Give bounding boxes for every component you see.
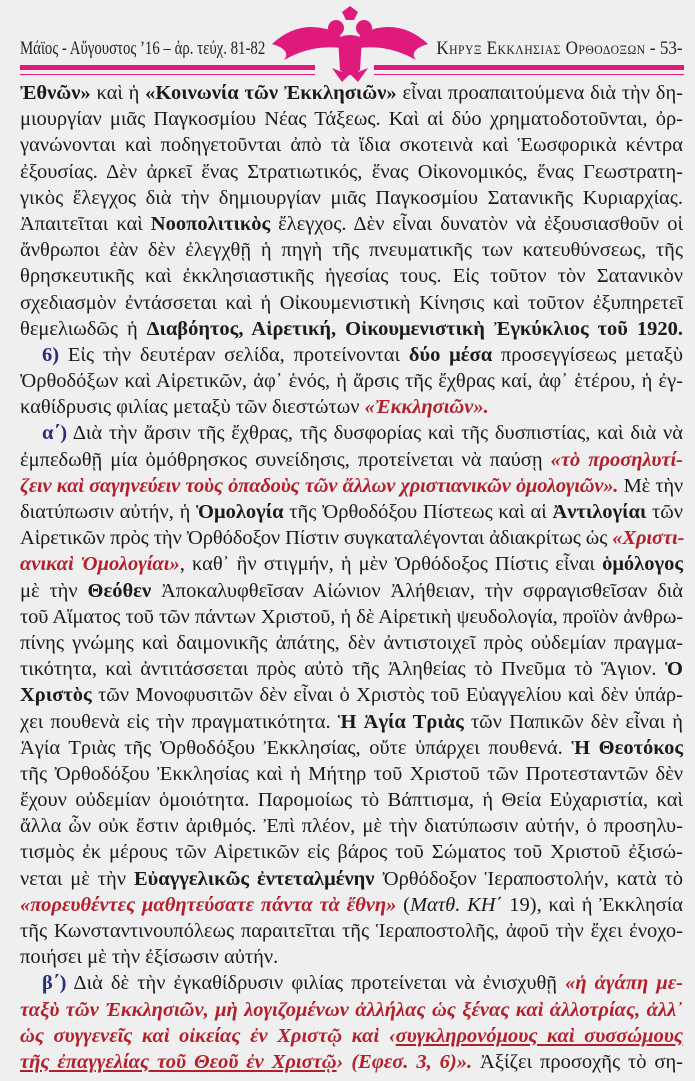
text-run: μιουργίαν μιᾶς Παγκοσμίου Νέας Τάξεως. Καὶ αἱ δύο χρηματοδοτοῦνται, ὀρ-	[20, 108, 683, 131]
text-line	[20, 473, 683, 499]
text-line	[20, 185, 683, 211]
bold-text: Ἐθνῶν»	[20, 82, 91, 104]
text-run: τικότητα, καὶ ἀντιτάσσεται πρὸς αὐτὸ τῆς Ἀληθείας τὸ Πνεῦμα τὸ Ἅγιον.	[20, 658, 666, 681]
text-run: σχεδιασμὸν ἐντάσσεται καὶ ἡ Οἰκουμενιστικὴ Κίνησις καὶ τοῦτον ἐξυπηρετεῖ	[20, 291, 683, 314]
underlined-quote-text: συγκληρονόμους καὶ συσσώμους	[395, 1024, 683, 1047]
text-run: τῶν Μονοφυσιτῶν δὲν εἶναι ὁ Χριστὸς τοῦ Εὐαγγελίου καὶ δὲν ὑπάρ-	[91, 684, 683, 707]
text-line	[20, 525, 683, 551]
section-marker: β΄)	[42, 972, 67, 995]
quoted-red-text: ὡς συγγενεῖς καὶ οἰκείας ἐν Χριστῷ καὶ ‹	[20, 1024, 396, 1047]
text-run: Ἀξίζει προσοχῆς τὸ ση-	[472, 1050, 683, 1073]
text-run: μὲ τὴν	[20, 579, 88, 602]
text-line	[20, 316, 683, 342]
text-run: Εἰς τὴν δευτέραν σελίδα, προτείνονται	[59, 343, 409, 366]
text-run: ἐμπεδωθῇ μία ὁμόθρησκος συνείδησις, προτείνεται νὰ παύσῃ	[20, 448, 551, 471]
text-line	[20, 211, 683, 237]
text-line	[20, 892, 683, 918]
quoted-red-text: › (Εφεσ. 3, 6)».	[336, 1050, 473, 1073]
text-line	[20, 866, 683, 892]
text-run: τῆς Ὀρθοδόξου Ἐκκλησίας καὶ ἡ Μήτηρ τοῦ Χριστοῦ τῶν Προτεσταντῶν δὲν	[20, 762, 683, 785]
quoted-red-text: «ἡ ἀγάπη με-	[565, 972, 683, 995]
text-run: διατύπωσιν αὐτήν, ἡ	[20, 501, 197, 523]
text-line	[20, 578, 683, 604]
text-run: καὶ ἡ	[90, 82, 146, 104]
text-run: Ἁγία Τριὰς τῆς Ὀρθοδόξου Ἐκκλησίας, οὔτε ὑπάρχει πουθενά.	[20, 736, 572, 759]
text-run: Ἀποκαλυφθεῖσαν Αἰώνιον Ἀλήθειαν, τὴν σφραγισθεῖσαν διὰ	[151, 579, 684, 602]
text-run: Ἀπαιτεῖται καὶ	[20, 212, 151, 235]
text-line	[20, 290, 683, 316]
text-run: νεται μὲ τὴν	[20, 867, 134, 890]
bold-text: Ἡ Ἁγία Τριὰς	[337, 710, 464, 733]
bold-text: δύο μέσα	[408, 343, 493, 366]
text-run: τοῦ Αἵματος τοῦ τῶν πάντων Χριστοῦ, ἡ δὲ Αἱρετικὴ ψευδολογία, προϊὸν ἀνθρω-	[20, 605, 683, 628]
text-run: ἐξουσίας. Δὲν ἀρκεῖ ἕνας Στρατιωτικός, ἕνας Οἰκονομικός, ἕνας Γεωστρατη-	[20, 160, 683, 183]
underlined-quote-text: τῆς ἐπαγγελίας τοῦ Θεοῦ ἐν Χριστῷ	[20, 1050, 337, 1073]
text-run: τῆς Κωνσταντινουπόλεως παραιτεῖται τῆς Ἱεραποστολῆς, ἀφοῦ τὴν ἔχει ἐνοχο-	[20, 920, 683, 942]
bold-text: Νοοπολιτικὸς	[150, 212, 271, 235]
quoted-red-text: «τὸ προσηλυτί-	[550, 448, 683, 471]
text-line	[20, 447, 683, 473]
issue-info: Μάϊος - Αὔγουστος ’16 – ἀρ. τεύχ. 81-82	[20, 38, 266, 59]
text-line	[20, 499, 683, 525]
text-run: Ὀρθοδόξων καὶ Αἱρετικῶν, ἀφ᾽ ἑνός, ἡ ἄρσις τῆς ἔχθρας καί, ἀφ᾽ ἑτέρου, ἡ ἐγ-	[20, 370, 683, 393]
quoted-red-text: «Χριστι-	[612, 527, 685, 550]
text-line	[20, 656, 683, 682]
header-rule-left	[20, 65, 315, 70]
text-line	[20, 918, 683, 944]
text-run: εἶναι προαπαιτούμενα διὰ τὴν δη-	[396, 82, 683, 104]
text-line	[20, 997, 683, 1023]
text-line	[20, 944, 683, 970]
text-line	[20, 813, 683, 839]
text-run: πίνης γνώμης καὶ δαιμονικῆς ἀπάτης, δὲν ἀντιστοιχεῖ πρὸς οὐδεμίαν πραγμα-	[20, 631, 683, 654]
paragraph	[20, 80, 683, 342]
text-line	[20, 106, 683, 132]
text-line	[20, 80, 683, 106]
text-run: Διὰ τὴν ἄρσιν τῆς ἔχθρας, τῆς δυσφορίας καὶ τῆς δυσπιστίας, καὶ διὰ νὰ	[67, 422, 683, 445]
header-thin-rule-left	[20, 74, 315, 75]
text-run: τῶν	[646, 501, 683, 523]
text-run: (	[396, 893, 410, 916]
text-line	[20, 787, 683, 813]
double-headed-eagle-emblem-icon	[262, 4, 438, 84]
quoted-red-text: ζειν καὶ σαγηνεύειν τοὺς ὀπαδοὺς τῶν ἄλλων χριστιανικῶν ὁμολογιῶν».	[20, 474, 619, 497]
bold-text: Εὐαγγελικῶς ἐντεταλμένην	[133, 867, 375, 890]
bold-text: Ἡ Θεοτόκος	[571, 736, 683, 759]
text-line	[20, 761, 683, 787]
text-line	[20, 970, 683, 996]
header-rule-right	[374, 65, 684, 70]
paragraph	[20, 342, 683, 421]
section-marker: 6)	[42, 343, 60, 366]
text-run: τῶν Παπικῶν δὲν εἶναι ἡ	[463, 710, 684, 733]
text-line	[20, 735, 683, 761]
text-line	[20, 839, 683, 865]
text-line	[20, 1049, 683, 1075]
text-run: Μὲ τὴν	[618, 474, 684, 497]
text-line	[20, 342, 683, 368]
text-line	[20, 682, 683, 708]
text-line	[20, 394, 683, 420]
text-run: ἔχουν οὐδεμίαν ὁμοιότητα. Παρομοίως τὸ Βάπτισμα, ἡ Θεία Εὐχαριστία, καὶ	[20, 789, 683, 812]
paragraph	[20, 420, 683, 970]
text-run: τῆς Ὀρθοδόξου Πίστεως καὶ αἱ	[283, 501, 553, 523]
text-run: καθίδρυσις φιλίας μεταξὺ τῶν διεστώτων	[20, 396, 365, 419]
quoted-red-text: ανικαὶ Ὁμολογίαι»	[20, 553, 180, 576]
bold-text: Διαβόητος, Αἱρετική, Οἰκουμενιστικὴ Ἐγκύκλιος τοῦ 1920.	[146, 317, 684, 340]
text-line	[20, 368, 683, 394]
text-run: Ὀρθόδοξον Ἱεραποστολήν, κατὰ τὸ	[374, 867, 684, 890]
text-run: Αἱρετικῶν πρὸς τὴν Ὀρθόδοξον Πίστιν συγκαταλέγονται ἀδιακρίτως ὡς	[20, 527, 613, 550]
text-line	[20, 551, 683, 577]
text-run: προσεγγίσεως μεταξὺ	[492, 343, 683, 366]
paragraph	[20, 970, 683, 1075]
text-run: ἔλεγχος. Δὲν εἶναι δυνατὸν νὰ ἐξουσιασθοῦν οἱ	[270, 212, 684, 235]
bold-text: Θεόθεν	[87, 579, 152, 602]
text-line	[20, 604, 683, 630]
bold-text: Χριστὸς	[20, 684, 92, 707]
bold-text: Ὁμολογία	[196, 501, 284, 523]
text-run: θεμελιωδῶς ἡ	[20, 317, 147, 340]
text-run: γικὸς ἔλεγχος διὰ τὴν δημιουργίαν μιᾶς Παγκοσμίου Σατανικῆς Κυριαρχίας.	[20, 186, 683, 209]
text-run: ποιήσει μὲ τὴν ἐξίσωσιν αὐτήν.	[20, 946, 279, 969]
text-run: χει πουθενὰ εἰς τὴν πραγματικότητα.	[20, 710, 338, 733]
header-thin-rule-right	[374, 74, 684, 75]
text-run: ἄλλα ὧν οὐκ ἔστιν ἀριθμός. Ἐπὶ πλέον, μὲ τὴν διατύπωσιν αὐτήν, ὁ προσηλυ-	[20, 815, 683, 838]
text-line	[20, 1023, 683, 1049]
quoted-red-text: ταξὺ τῶν Ἐκκλησιῶν, μὴ λογιζομένων ἀλλήλας ὡς ξένας καὶ ἀλλοτρίας, ἀλλ᾽	[20, 998, 683, 1021]
citation-text: Ματθ. ΚΗ΄	[409, 893, 503, 916]
text-line	[20, 132, 683, 158]
bold-text: Ὁ	[665, 658, 683, 681]
publication-title: Κηρυξ Εκκλησιας Ορθοδοξων	[436, 38, 646, 59]
bold-text: «Κοινωνία τῶν Ἐκκλησιῶν»	[145, 82, 397, 104]
text-run: τισμὸς ἐκ μέρους τῶν Αἱρετικῶν εἰς βάρος τοῦ Σώματος τοῦ Χριστοῦ ἐξισώ-	[20, 841, 683, 864]
bold-text: Ἀντιλογίαι	[552, 501, 647, 523]
text-run: ἄνθρωποι ἐὰν δὲν ἐλεγχθῇ ἡ πηγὴ τῆς πνευματικῆς των κατευθύνσεως, τῆς	[20, 239, 683, 262]
text-line	[20, 709, 683, 735]
quoted-red-text: «πορευθέντες μαθητεύσατε πάντα τὰ ἔθνη»	[20, 893, 397, 916]
text-line	[20, 237, 683, 263]
text-run: Διὰ δὲ τὴν ἐγκαθίδρυσιν φιλίας προτείνεται νὰ ἐνισχυθῇ	[66, 972, 566, 995]
page-header	[0, 0, 695, 84]
text-run: 19), καὶ ἡ Ἐκκλησία	[502, 893, 683, 916]
text-line	[20, 630, 683, 656]
quoted-red-text: «Ἐκκλησιῶν».	[364, 396, 489, 419]
page-number: - 53-	[650, 38, 683, 59]
text-line	[20, 263, 683, 289]
text-run: θρησκευτικῆς καὶ ἐκκλησιαστικῆς ἡγεσίας τους. Εἰς τοῦτον τὸν Σατανικὸν	[20, 265, 683, 288]
text-line	[20, 159, 683, 185]
text-run: γανώνονται καὶ ποδηγετοῦνται ἀπὸ τὰ ἴδια σκοτεινὰ καὶ Ἑωσφορικὰ κέντρα	[20, 134, 683, 157]
publication-info	[437, 38, 683, 60]
text-line	[20, 420, 683, 446]
section-marker: α΄)	[42, 422, 68, 445]
article-body	[20, 80, 683, 1075]
text-run: , καθ᾽ ἣν στιγμήν, ἡ μὲν Ὀρθόδοξος Πίστις εἶναι	[179, 553, 603, 576]
bold-text: ὁμόλογος	[602, 553, 683, 576]
